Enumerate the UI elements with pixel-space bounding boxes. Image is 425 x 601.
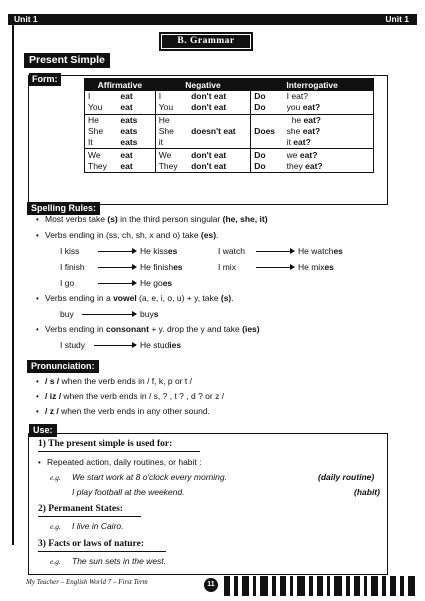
eg-label: e.g. [50,522,61,531]
example-ending: es [333,246,343,256]
table-cell: We [155,149,188,161]
table-cell: Do [251,149,284,161]
bullet-icon: • [36,377,39,386]
rule-bold: (ies) [242,324,260,334]
example-sentence: I live in Cairo. [72,521,124,531]
example-ending: s [153,309,159,319]
arrow-icon [256,251,294,252]
rule-text: in the third person singular [117,214,223,224]
bullet-icon: • [36,294,39,303]
sound-symbol: / iz / [45,391,62,401]
rule-text: + y. drop the y and take [148,324,243,334]
spelling-rule-1 [36,214,268,225]
example-base: buy [60,309,74,319]
table-cell: doesn't eat [188,114,251,149]
use-tag-routine: (daily routine) [318,472,375,482]
spelling-rule-4 [36,324,260,335]
table-cell: you eat? [286,102,321,113]
pronunciation-text: when the verb ends in any other sound. [58,406,210,416]
sound-symbol: / s / [45,376,60,386]
table-row [85,161,374,173]
arrow-icon [94,345,136,346]
table-cell: don't eat [191,102,227,113]
rule-bold: (s) [220,293,232,303]
footer-stripes [224,576,416,596]
table-cell: It [88,137,93,148]
spelling-rule-3 [36,293,234,304]
example-base: I study [60,340,86,350]
table-cell: she eat? [286,126,321,137]
table-row [85,102,374,114]
rule-bold: (he, she, it) [222,214,268,224]
pronunciation-label: Pronunciation: [27,360,99,373]
rule-text: Verbs ending in a [45,293,114,303]
pronunciation-item [36,406,210,417]
bullet-icon: • [38,458,41,467]
table-header-row [85,79,374,92]
table-cell: don't eat [191,91,227,102]
pronunciation-item [36,391,224,402]
table-cell: Does [251,114,284,149]
spelling-rule-2 [36,230,218,241]
arrow-icon [98,267,136,268]
use-example-1 [50,472,227,483]
example-stem: He mix [298,262,325,272]
example-base: I finish [60,262,85,272]
table-row [85,91,374,102]
pronunciation-item [36,376,192,387]
example-stem: He kiss [140,246,168,256]
arrow-icon [82,314,136,315]
table-cell: eat [120,160,133,171]
rule-bold: vowel [113,293,137,303]
table-cell: They [88,160,107,171]
example-base: I watch [218,246,245,256]
table-cell: They [155,161,188,173]
rule-bold: (es) [200,230,217,240]
example-base: I kiss [60,246,80,256]
table-cell: We [85,149,118,161]
arrow-icon [98,251,136,252]
example-go [60,278,172,289]
example-stem: He go [140,278,163,288]
table-cell: Do [251,91,284,102]
table-cell: You [88,102,103,113]
page-number: 11 [204,578,218,592]
table-cell: eat [120,102,133,113]
bullet-icon: • [36,231,39,240]
example-stem: He finish [140,262,174,272]
table-cell: He [155,114,188,126]
table-cell: He [85,114,118,126]
example-study [60,340,181,351]
example-stem: He watch [298,246,334,256]
example-buy [60,309,158,320]
sound-symbol: / z / [45,406,59,416]
heading-underline [38,551,166,552]
unit-label-right: Unit 1 [385,14,409,24]
arrow-icon [98,283,136,284]
bullet-icon: • [36,325,39,334]
table-cell: they eat? [286,160,323,171]
section-tab: B. Grammar [159,32,253,51]
rule-text: Verbs ending in (ss, ch, sh, x and o) take [45,230,201,240]
use-example-4 [50,556,166,567]
table-cell: You [155,102,188,114]
header-affirmative: Affirmative [85,79,156,92]
example-ending: ies [169,340,182,350]
pronunciation-text: when the verb ends in / s, ? , t ? , d ? or z / [61,391,225,401]
example-base: I go [60,278,75,288]
use-heading-2: 2) Permanent States: [38,504,123,514]
page-title: Present Simple [24,53,110,68]
header-interrogative: Interrogative [251,79,374,92]
use-tag-habit: (habit) [354,487,380,497]
table-cell: eat [117,149,155,161]
form-label: Form: [29,73,61,86]
table-cell: he eat? [284,114,374,126]
rule-text: . [216,230,219,240]
rule-bold: consonant [105,324,149,334]
rule-text: . [231,293,234,303]
table-cell: we eat? [284,149,374,161]
example-sentence: The sun sets in the west. [72,556,167,566]
table-cell: don't eat [188,149,251,161]
table-cell: eats [117,114,155,126]
use-bullet-text: Repeated action, daily routines, or habit : [47,457,202,467]
table-cell: She [155,126,188,137]
eg-label: e.g. [50,557,61,566]
table-cell: don't eat [191,160,227,171]
header-negative: Negative [155,79,251,92]
arrow-icon [256,267,294,268]
example-base: I mix [218,262,236,272]
use-label: Use: [29,424,57,437]
table-cell: eats [120,126,138,137]
table-cell: I [155,91,188,102]
bullet-icon: • [36,407,39,416]
table-cell: I [88,91,91,102]
use-heading-3: 3) Facts or laws of nature: [38,539,144,549]
table-cell: eat [120,91,133,102]
table-row [85,149,374,161]
example-kiss [60,246,177,257]
example-watch [218,246,343,257]
table-cell: eats [120,137,138,148]
pronunciation-text: when the verb ends in / f, k, p or t / [59,376,192,386]
table-cell: Do [251,102,284,114]
use-heading-1: 1) The present simple is used for: [38,439,173,449]
rule-text: (a, e, i, o, u) + y, take [136,293,221,303]
spelling-rules-label: Spelling Rules: [27,202,100,215]
table-cell: I eat? [286,91,308,102]
example-ending: es [173,262,183,272]
heading-underline [38,451,200,452]
table-cell: it eat? [286,137,311,148]
bullet-icon: • [36,215,39,224]
unit-label-left: Unit 1 [14,14,38,24]
example-stem: He stud [140,340,170,350]
use-bullet [38,457,202,468]
conjugation-table [84,78,374,173]
top-banner [8,14,417,25]
table-cell: Do [251,161,284,173]
example-finish [60,262,183,273]
table-row [85,114,374,126]
bullet-icon: • [36,392,39,401]
use-example-3 [50,521,124,532]
rule-bold: (s) [107,214,118,224]
table-cell: it [155,137,188,149]
example-ending: es [162,278,173,288]
use-example-2: I play football at the weekend. [72,487,185,497]
footer-book-title: My Teacher – English World 7 – First Term [26,578,148,586]
example-ending: es [167,246,178,256]
rule-text: Verbs ending in [45,324,106,334]
rule-text: Most verbs take [45,214,108,224]
left-margin-rule [12,25,14,545]
example-mix [218,262,334,273]
example-stem: buy [140,309,154,319]
eg-label: e.g. [50,473,61,482]
example-sentence: We start work at 8 o'clock every morning. [72,472,227,482]
example-ending: es [324,262,334,272]
heading-underline [38,516,141,517]
table-cell: She [88,126,104,137]
